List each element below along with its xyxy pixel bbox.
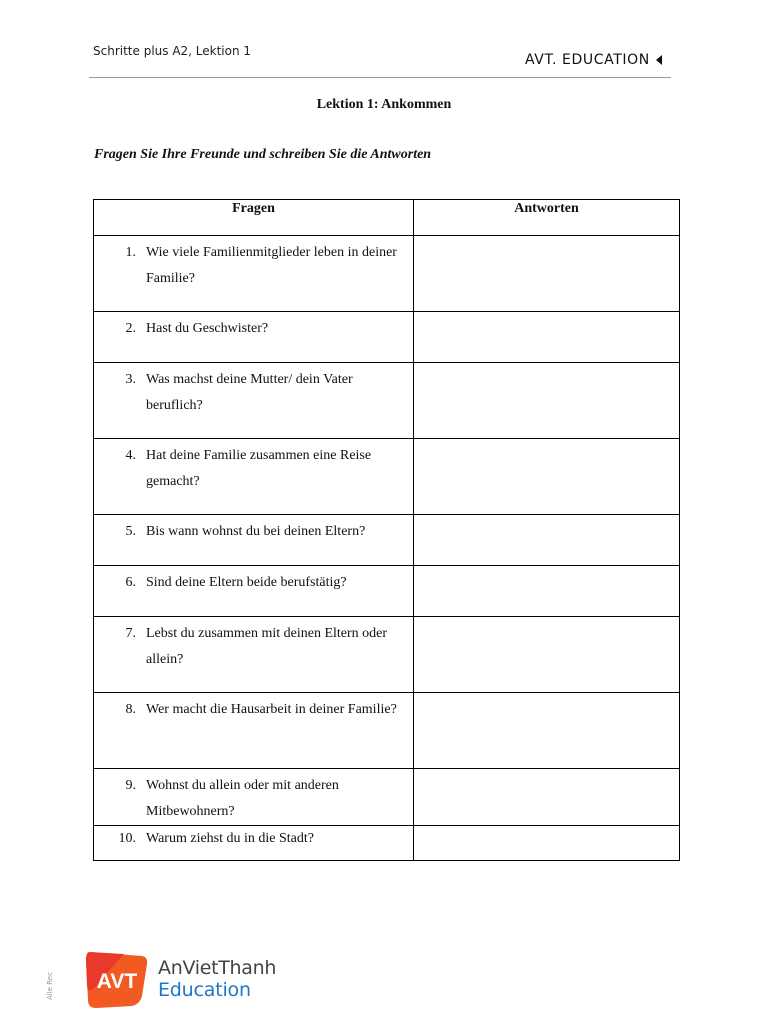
- question-text: Sind deine Eltern beide berufstätig?: [146, 575, 347, 590]
- question-text: Hast du Geschwister?: [146, 321, 269, 336]
- table-row: [94, 826, 680, 861]
- caret-left-icon: [656, 55, 662, 65]
- header-brand: [525, 52, 662, 68]
- question-number: 5.: [125, 524, 136, 539]
- question-number: 1.: [125, 245, 136, 260]
- question-cell: [94, 363, 414, 439]
- answer-cell[interactable]: [414, 236, 680, 312]
- question-text: Wer macht die Hausarbeit in deiner Familie?: [146, 702, 397, 717]
- side-margin-text: Alle Rec: [46, 972, 54, 1000]
- question-text: Lebst du zusammen mit deinen Eltern oder allein?: [146, 626, 388, 667]
- table-row: [94, 617, 680, 693]
- column-header-antworten: Antworten: [414, 200, 680, 236]
- question-number: 6.: [125, 575, 136, 590]
- answer-cell[interactable]: [414, 826, 680, 861]
- header-brand-label: AVT. EDUCATION: [525, 52, 650, 68]
- header-document-title: Schritte plus A2, Lektion 1: [93, 44, 252, 58]
- question-number: 7.: [125, 626, 136, 641]
- logo-mark-text: AVT: [96, 970, 138, 993]
- question-text: Hat deine Familie zusammen eine Reise gemacht?: [146, 448, 372, 489]
- question-cell: [94, 515, 414, 566]
- logo-wordmark: [158, 957, 276, 1001]
- answer-cell[interactable]: [414, 693, 680, 769]
- table-row: [94, 312, 680, 363]
- question-cell: [94, 439, 414, 515]
- logo-line-2: Education: [158, 979, 251, 1001]
- table-row: [94, 693, 680, 769]
- question-cell: [94, 693, 414, 769]
- table-row: [94, 515, 680, 566]
- column-header-fragen: Fragen: [94, 200, 414, 236]
- header-divider: [89, 77, 671, 78]
- answer-cell[interactable]: [414, 617, 680, 693]
- question-text: Wie viele Familienmitglieder leben in deiner Familie?: [146, 245, 397, 286]
- question-number: 8.: [125, 702, 136, 717]
- question-cell: [94, 826, 414, 861]
- question-number: 2.: [125, 321, 136, 336]
- question-cell: [94, 769, 414, 826]
- table-row: [94, 363, 680, 439]
- question-text: Bis wann wohnst du bei deinen Eltern?: [146, 524, 366, 539]
- question-number: 10.: [118, 831, 136, 846]
- answer-cell[interactable]: [414, 769, 680, 826]
- answer-cell[interactable]: [414, 515, 680, 566]
- table-row: [94, 769, 680, 826]
- logo-line-1: AnVietThanh: [158, 957, 277, 979]
- instruction-text: Fragen Sie Ihre Freunde und schreiben Sie die Antworten: [94, 147, 432, 162]
- question-cell: [94, 312, 414, 363]
- answer-cell[interactable]: [414, 312, 680, 363]
- table-row: [94, 566, 680, 617]
- question-cell: [94, 566, 414, 617]
- question-answer-table: [93, 199, 680, 861]
- answer-cell[interactable]: [414, 439, 680, 515]
- answer-cell[interactable]: [414, 363, 680, 439]
- question-text: Warum ziehst du in die Stadt?: [146, 831, 314, 846]
- question-cell: [94, 236, 414, 312]
- question-number: 4.: [125, 448, 136, 463]
- question-text: Was machst deine Mutter/ dein Vater beruflich?: [146, 372, 353, 413]
- page-title: Lektion 1: Ankommen: [316, 97, 452, 112]
- table-row: [94, 236, 680, 312]
- company-logo: [84, 948, 276, 1010]
- question-cell: [94, 617, 414, 693]
- question-number: 3.: [125, 372, 136, 387]
- answer-cell[interactable]: [414, 566, 680, 617]
- table-header-row: [94, 200, 680, 236]
- question-text: Wohnst du allein oder mit anderen Mitbewohnern?: [146, 778, 339, 819]
- avt-logo-icon: [84, 948, 150, 1010]
- table-row: [94, 439, 680, 515]
- question-number: 9.: [125, 778, 136, 793]
